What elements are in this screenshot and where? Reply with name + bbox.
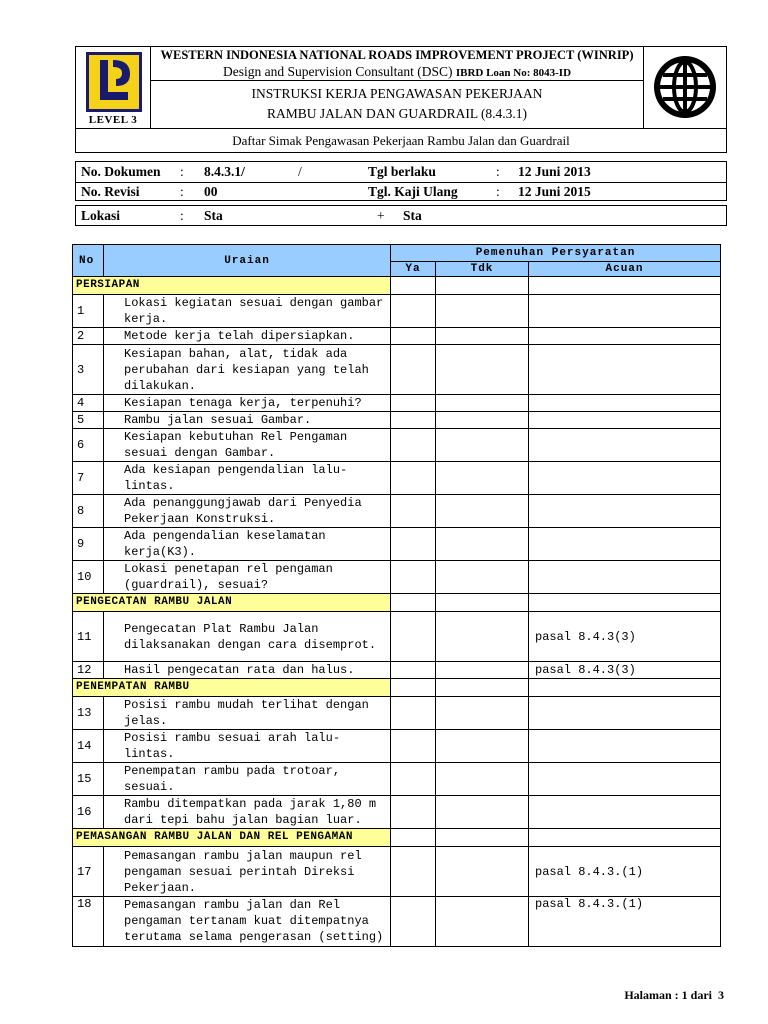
- table-row: [73, 462, 721, 495]
- section-empty-cell: [529, 277, 721, 295]
- row-acuan: [529, 697, 721, 730]
- page-number: Halaman : 1 dari 3: [624, 988, 724, 1002]
- row-uraian: Pemasangan rambu jalan dan Rel pengaman tertanam kuat ditempatnya terutama selama pengerasan (setting): [104, 897, 391, 947]
- lokasi-row: [75, 205, 727, 226]
- col-acuan-header: Acuan: [529, 262, 721, 277]
- tdk-checkbox-cell[interactable]: [436, 495, 529, 528]
- tdk-checkbox-cell[interactable]: [436, 730, 529, 763]
- row-acuan: [529, 345, 721, 395]
- info-row-2: [76, 182, 726, 202]
- row-number: 16: [73, 796, 104, 829]
- section-empty-cell: [529, 594, 721, 612]
- tdk-checkbox-cell[interactable]: [436, 847, 529, 897]
- section-row: [73, 829, 721, 847]
- row-uraian: Hasil pengecatan rata dan halus.: [104, 662, 391, 679]
- row-uraian: Penempatan rambu pada trotoar, sesuai.: [104, 763, 391, 796]
- row-number: 17: [73, 847, 104, 897]
- tgl-kaji-value: 12 Juni 2015: [518, 184, 591, 199]
- project-name: WESTERN INDONESIA NATIONAL ROADS IMPROVEMENT PROJECT (WINRIP): [160, 48, 634, 62]
- ya-checkbox-cell[interactable]: [391, 345, 436, 395]
- no-dokumen-slash: /: [298, 164, 302, 179]
- row-acuan: [529, 328, 721, 345]
- row-acuan: [529, 561, 721, 594]
- row-number: 11: [73, 612, 104, 662]
- tdk-checkbox-cell[interactable]: [436, 345, 529, 395]
- row-acuan: pasal 8.4.3.(1): [529, 847, 721, 897]
- section-empty-cell: [391, 679, 436, 697]
- row-acuan: [529, 429, 721, 462]
- tdk-checkbox-cell[interactable]: [436, 763, 529, 796]
- tgl-berlaku-colon: :: [496, 164, 500, 179]
- tdk-checkbox-cell[interactable]: [436, 612, 529, 662]
- project-block: [151, 47, 643, 81]
- lokasi-plus: +: [377, 208, 385, 223]
- section-label: PENGECATAN RAMBU JALAN: [73, 594, 391, 612]
- section-empty-cell: [436, 594, 529, 612]
- row-number: 5: [73, 412, 104, 429]
- table-row: [73, 847, 721, 897]
- row-uraian: Kesiapan kebutuhan Rel Pengaman sesuai dengan Gambar.: [104, 429, 391, 462]
- lokasi-colon: :: [180, 208, 184, 223]
- table-row: [73, 495, 721, 528]
- row-acuan: [529, 462, 721, 495]
- row-uraian: Posisi rambu sesuai arah lalu-lintas.: [104, 730, 391, 763]
- row-number: 3: [73, 345, 104, 395]
- row-number: 7: [73, 462, 104, 495]
- row-uraian: Rambu ditempatkan pada jarak 1,80 m dari tepi bahu jalan bagian luar.: [104, 796, 391, 829]
- tgl-berlaku-value: 12 Juni 2013: [518, 164, 591, 179]
- section-empty-cell: [436, 829, 529, 847]
- table-row: [73, 730, 721, 763]
- tdk-checkbox-cell[interactable]: [436, 462, 529, 495]
- table-row: [73, 429, 721, 462]
- no-revisi-label: No. Revisi: [81, 184, 140, 199]
- consultant-name: Design and Supervision Consultant (DSC): [222, 64, 453, 79]
- tdk-checkbox-cell[interactable]: [436, 561, 529, 594]
- section-empty-cell: [391, 594, 436, 612]
- ya-checkbox-cell[interactable]: [391, 412, 436, 429]
- table-row: [73, 295, 721, 328]
- tdk-checkbox-cell[interactable]: [436, 897, 529, 947]
- row-acuan: [529, 528, 721, 561]
- world-bank-logo-cell: [643, 47, 726, 128]
- row-uraian: Kesiapan tenaga kerja, terpenuhi?: [104, 395, 391, 412]
- table-head: [73, 245, 721, 277]
- tdk-checkbox-cell[interactable]: [436, 697, 529, 730]
- tdk-checkbox-cell[interactable]: [436, 328, 529, 345]
- section-label: PENEMPATAN RAMBU: [73, 679, 391, 697]
- ya-checkbox-cell[interactable]: [391, 462, 436, 495]
- table-row: [73, 897, 721, 947]
- row-number: 14: [73, 730, 104, 763]
- tdk-checkbox-cell[interactable]: [436, 429, 529, 462]
- table-row: [73, 662, 721, 679]
- ya-checkbox-cell[interactable]: [391, 897, 436, 947]
- row-number: 15: [73, 763, 104, 796]
- no-revisi-value: 00: [204, 184, 218, 199]
- col-ya-header: Ya: [391, 262, 436, 277]
- row-acuan: [529, 763, 721, 796]
- ya-checkbox-cell[interactable]: [391, 528, 436, 561]
- header-middle: [151, 47, 643, 128]
- row-acuan: [529, 495, 721, 528]
- col-uraian-header: Uraian: [104, 245, 391, 277]
- table-row: [73, 796, 721, 829]
- table-row: [73, 561, 721, 594]
- row-uraian: Metode kerja telah dipersiapkan.: [104, 328, 391, 345]
- ya-checkbox-cell[interactable]: [391, 395, 436, 412]
- table-row: [73, 697, 721, 730]
- row-acuan: pasal 8.4.3(3): [529, 612, 721, 662]
- checklist-table: [72, 244, 721, 947]
- tgl-berlaku-label: Tgl berlaku: [368, 164, 436, 179]
- lokasi-label: Lokasi: [81, 208, 121, 223]
- tgl-kaji-label: Tgl. Kaji Ulang: [368, 184, 458, 199]
- row-uraian: Ada penanggungjawab dari Penyedia Pekerjaan Konstruksi.: [104, 495, 391, 528]
- row-number: 2: [73, 328, 104, 345]
- lokasi-sta-1: Sta: [204, 208, 223, 223]
- tdk-checkbox-cell[interactable]: [436, 412, 529, 429]
- loan-number: IBRD Loan No: 8043-ID: [455, 67, 572, 79]
- row-number: 9: [73, 528, 104, 561]
- ya-checkbox-cell[interactable]: [391, 295, 436, 328]
- section-row: [73, 594, 721, 612]
- row-uraian: Lokasi penetapan rel pengaman (guardrail), sesuai?: [104, 561, 391, 594]
- ya-checkbox-cell[interactable]: [391, 796, 436, 829]
- section-empty-cell: [391, 277, 436, 295]
- tdk-checkbox-cell[interactable]: [436, 796, 529, 829]
- lokasi-sta-2: Sta: [403, 208, 422, 223]
- tdk-checkbox-cell[interactable]: [436, 528, 529, 561]
- section-row: [73, 277, 721, 295]
- row-acuan: [529, 412, 721, 429]
- ya-checkbox-cell[interactable]: [391, 561, 436, 594]
- row-acuan: [529, 730, 721, 763]
- row-uraian: Lokasi kegiatan sesuai dengan gambar kerja.: [104, 295, 391, 328]
- table-row: [73, 328, 721, 345]
- row-number: 1: [73, 295, 104, 328]
- ya-checkbox-cell[interactable]: [391, 662, 436, 679]
- logo-cell: [76, 47, 151, 128]
- table-row: [73, 412, 721, 429]
- table-row: [73, 612, 721, 662]
- row-uraian: Pemasangan rambu jalan maupun rel pengaman sesuai perintah Direksi Pekerjaan.: [104, 847, 391, 897]
- no-dokumen-label: No. Dokumen: [81, 164, 161, 179]
- row-uraian: Pengecatan Plat Rambu Jalan dilaksanakan dengan cara disemprot.: [104, 612, 391, 662]
- ya-checkbox-cell[interactable]: [391, 763, 436, 796]
- row-acuan: pasal 8.4.3(3): [529, 662, 721, 679]
- ya-checkbox-cell[interactable]: [391, 429, 436, 462]
- row-acuan: [529, 395, 721, 412]
- ya-checkbox-cell[interactable]: [391, 495, 436, 528]
- tgl-kaji-colon: :: [496, 184, 500, 199]
- row-number: 12: [73, 662, 104, 679]
- section-empty-cell: [529, 679, 721, 697]
- title-line-1: INSTRUKSI KERJA PENGAWASAN PEKERJAAN: [251, 86, 543, 101]
- row-number: 10: [73, 561, 104, 594]
- section-empty-cell: [436, 277, 529, 295]
- section-label: PERSIAPAN: [73, 277, 391, 295]
- col-tdk-header: Tdk: [436, 262, 529, 277]
- pu-logo-icon: [86, 52, 142, 112]
- ya-checkbox-cell[interactable]: [391, 697, 436, 730]
- section-row: [73, 679, 721, 697]
- row-number: 18: [73, 897, 104, 947]
- tdk-checkbox-cell[interactable]: [436, 662, 529, 679]
- row-number: 6: [73, 429, 104, 462]
- checklist-subtitle: Daftar Simak Pengawasan Pekerjaan Rambu Jalan dan Guardrail: [76, 128, 726, 154]
- col-group-header: Pemenuhan Persyaratan: [391, 245, 721, 262]
- section-label: PEMASANGAN RAMBU JALAN DAN REL PENGAMAN: [73, 829, 391, 847]
- world-bank-globe-icon: [652, 54, 718, 120]
- no-revisi-colon: :: [180, 184, 184, 199]
- level-label: LEVEL 3: [88, 114, 138, 126]
- table-row: [73, 395, 721, 412]
- table-row: [73, 528, 721, 561]
- row-acuan: [529, 796, 721, 829]
- row-acuan: [529, 295, 721, 328]
- row-uraian: Kesiapan bahan, alat, tidak ada perubahan dari kesiapan yang telah dilakukan.: [104, 345, 391, 395]
- title-line-2: RAMBU JALAN DAN GUARDRAIL (8.4.3.1): [266, 106, 528, 121]
- ya-checkbox-cell[interactable]: [391, 612, 436, 662]
- row-uraian: Rambu jalan sesuai Gambar.: [104, 412, 391, 429]
- row-uraian: Ada kesiapan pengendalian lalu-lintas.: [104, 462, 391, 495]
- row-number: 4: [73, 395, 104, 412]
- document-info: [75, 161, 727, 201]
- table-row: [73, 763, 721, 796]
- row-uraian: Posisi rambu mudah terlihat dengan jelas.: [104, 697, 391, 730]
- table-body: [73, 277, 721, 947]
- section-empty-cell: [529, 829, 721, 847]
- col-no-header: No: [73, 245, 104, 277]
- table-row: [73, 345, 721, 395]
- document-header: [75, 46, 727, 153]
- row-uraian: Ada pengendalian keselamatan kerja(K3).: [104, 528, 391, 561]
- section-empty-cell: [391, 829, 436, 847]
- info-row-1: [76, 162, 726, 183]
- no-dokumen-colon: :: [180, 164, 184, 179]
- no-dokumen-value: 8.4.3.1/: [204, 164, 245, 179]
- row-acuan: pasal 8.4.3.(1): [529, 897, 721, 947]
- ya-checkbox-cell[interactable]: [391, 847, 436, 897]
- section-empty-cell: [436, 679, 529, 697]
- row-number: 13: [73, 697, 104, 730]
- row-number: 8: [73, 495, 104, 528]
- tdk-checkbox-cell[interactable]: [436, 295, 529, 328]
- consultant-line: [151, 63, 643, 82]
- tdk-checkbox-cell[interactable]: [436, 395, 529, 412]
- ya-checkbox-cell[interactable]: [391, 328, 436, 345]
- ya-checkbox-cell[interactable]: [391, 730, 436, 763]
